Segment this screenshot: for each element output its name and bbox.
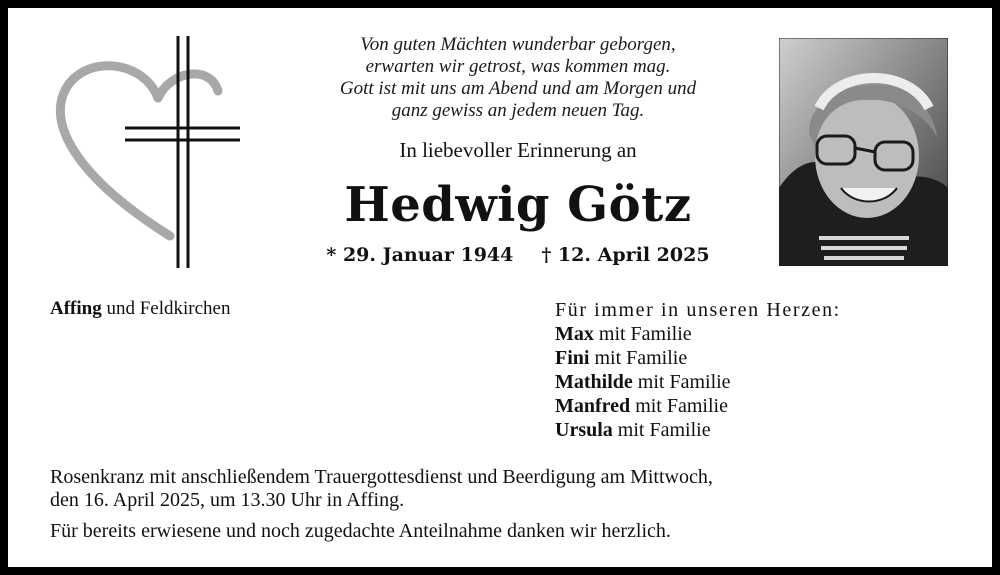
thanks-note: Für bereits erwiesene und noch zugedachte Anteilnahme danken wir herzlich. [50,520,671,542]
poem-line: ganz gewiss an jedem neuen Tag. [391,100,645,121]
obituary-card [8,8,992,567]
mourner-rest: mit Familie [632,371,731,393]
residence [50,298,231,320]
mourner-row [555,418,841,442]
mourners-list [555,298,841,442]
poem [288,34,748,122]
service-line: den 16. April 2025, um 13.30 Uhr in Affing. [50,489,405,511]
service-notice [50,466,950,512]
cross-icon [125,36,240,268]
mourner-row [555,322,841,346]
mourners-headline: Für immer in unseren Herzen: [555,299,841,321]
mourner-name: Manfred [555,395,631,417]
cross-heart-icon [50,36,240,276]
mourner-rest: mit Familie [612,419,711,441]
death-date: † 12. April 2025 [541,244,710,266]
poem-line: erwarten wir getrost, was kommen mag. [365,56,671,77]
life-dates [248,244,788,266]
mourner-name: Max [555,323,594,345]
residence-rest: und Feldkirchen [101,298,231,319]
mourner-name: Mathilde [555,371,633,393]
residence-primary: Affing [50,298,102,319]
mourner-row [555,394,841,418]
intro-text: In liebevoller Erinnerung an [399,138,637,162]
poem-line: Gott ist mit uns am Abend und am Morgen und [339,78,697,99]
birth-date: * 29. Januar 1944 [326,244,514,266]
mourner-rest: mit Familie [593,323,692,345]
poem-line: Von guten Mächten wunderbar geborgen, [360,34,676,55]
mourner-name: Ursula [555,419,613,441]
deceased-name: Hedwig Götz [344,177,692,233]
mourner-name: Fini [555,347,590,369]
mourner-rest: mit Familie [630,395,728,417]
mourner-row [555,346,841,370]
service-line: Rosenkranz mit anschließendem Trauergottesdienst und Beerdigung am Mittwoch, [50,466,713,488]
heart-outline [60,66,170,236]
mourner-row [555,370,841,394]
mourner-rest: mit Familie [589,347,688,369]
portrait-photo [779,38,948,266]
